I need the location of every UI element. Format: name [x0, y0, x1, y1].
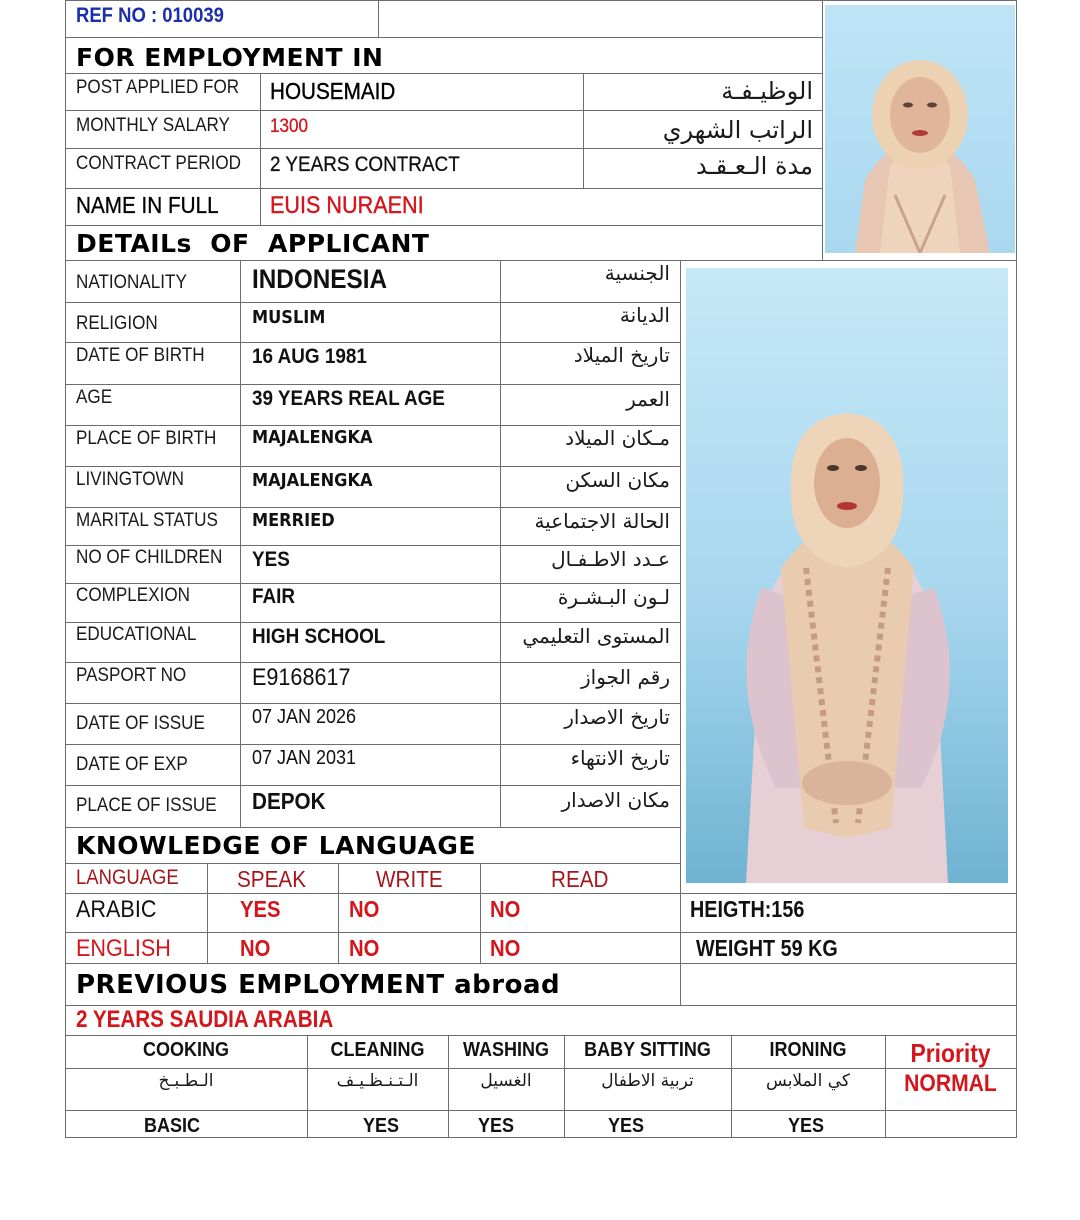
section-title-employment: FOR EMPLOYMENT IN	[76, 43, 384, 72]
detail-value: YES	[252, 548, 290, 571]
name-value: EUIS NURAENI	[270, 192, 424, 219]
detail-value: INDONESIA	[252, 264, 388, 294]
contract-period-label: CONTRACT PERIOD	[76, 153, 242, 174]
detail-label: DATE OF EXP	[76, 754, 188, 775]
detail-arabic: تاريخ الميلاد	[573, 343, 670, 367]
applicant-full-photo	[686, 268, 1008, 883]
detail-label: MARITAL STATUS	[76, 510, 218, 531]
language-arabic-write: NO	[349, 896, 380, 922]
detail-value: HIGH SCHOOL	[252, 625, 386, 648]
detail-arabic: عـدد الاطـفـال	[551, 547, 670, 571]
priority-label: Priority	[910, 1038, 991, 1068]
detail-label: COMPLEXION	[76, 585, 191, 606]
language-english-label: ENGLISH	[76, 935, 171, 962]
detail-value: DEPOK	[252, 788, 326, 814]
detail-label: PLACE OF BIRTH	[76, 428, 217, 449]
skill-washing-arabic: الغسيل	[480, 1071, 532, 1091]
detail-arabic: تاريخ الاصدار	[564, 705, 670, 729]
language-english-speak: NO	[240, 935, 271, 961]
detail-value: MAJALENGKA	[252, 470, 373, 491]
section-title-previous-employment: PREVIOUS EMPLOYMENT abroad	[76, 970, 561, 1000]
detail-value: FAIR	[252, 585, 296, 608]
language-arabic-speak: YES	[240, 896, 281, 922]
post-applied-label: POST APPLIED FOR	[76, 77, 240, 98]
portrait-figure-icon	[825, 5, 1015, 253]
full-figure-icon	[686, 268, 1008, 883]
detail-label: PASPORT NO	[76, 665, 187, 686]
monthly-salary-label: MONTHLY SALARY	[76, 115, 230, 136]
detail-value: 16 AUG 1981	[252, 345, 367, 368]
detail-label: NO OF CHILDREN	[76, 547, 223, 568]
contract-period-value: 2 YEARS CONTRACT	[270, 153, 460, 176]
skill-baby-sitting-label: BABY SITTING	[584, 1039, 711, 1061]
detail-value: 07 JAN 2031	[252, 747, 357, 769]
skill-washing-value: YES	[477, 1115, 515, 1137]
detail-value: 07 JAN 2026	[252, 706, 357, 728]
monthly-salary-value: 1300	[270, 116, 309, 137]
language-english-read: NO	[490, 935, 521, 961]
skill-ironing-arabic: كي الملابس	[766, 1071, 850, 1091]
detail-arabic: مـكان الميلاد	[565, 426, 670, 450]
applicant-portrait-photo	[825, 5, 1015, 253]
detail-arabic: الجنسية	[604, 261, 670, 285]
detail-arabic: المستوى التعليمي	[522, 624, 670, 648]
skill-cooking-value: BASIC	[143, 1115, 200, 1137]
detail-arabic: رقم الجواز	[581, 665, 670, 689]
skill-baby-sitting-arabic: تربية الاطفال	[601, 1071, 694, 1091]
detail-arabic: الديانة	[619, 303, 670, 327]
detail-label: DATE OF BIRTH	[76, 345, 205, 366]
detail-value: MUSLIM	[252, 307, 326, 328]
section-title-applicant: DETAILs OF APPLICANT	[76, 229, 430, 258]
ref-number: REF NO : 010039	[76, 4, 224, 27]
post-applied-arabic: الوظيـفـة	[721, 77, 813, 105]
contract-period-arabic: مدة الـعـقـد	[695, 152, 813, 180]
skill-cooking-label: COOKING	[142, 1039, 230, 1061]
detail-value: E9168617	[252, 664, 351, 691]
detail-label: RELIGION	[76, 313, 158, 334]
skill-ironing-label: IRONING	[769, 1039, 847, 1061]
previous-employment-value: 2 YEARS SAUDIA ARABIA	[76, 1006, 334, 1033]
language-header-speak: SPEAK	[237, 866, 307, 892]
detail-arabic: مكان السكن	[565, 468, 670, 492]
language-arabic-label: ARABIC	[76, 896, 157, 923]
height-value: HEIGTH:156	[690, 896, 805, 922]
skill-cooking-arabic: الـطـبـخ	[158, 1071, 214, 1091]
language-english-write: NO	[349, 935, 380, 961]
weight-value: WEIGHT 59 KG	[696, 935, 838, 961]
skill-washing-label: WASHING	[462, 1039, 550, 1061]
section-title-language: KNOWLEDGE OF LANGUAGE	[76, 831, 476, 860]
detail-value: MAJALENGKA	[252, 427, 373, 448]
detail-label: LIVINGTOWN	[76, 469, 184, 490]
detail-arabic: تاريخ الانتهاء	[570, 746, 670, 770]
skill-baby-sitting-value: YES	[607, 1115, 645, 1137]
skill-cleaning-arabic: الـتـنـظـيـف	[336, 1071, 419, 1091]
skill-cleaning-value: YES	[362, 1115, 400, 1137]
detail-arabic: لـون البـشـرة	[557, 585, 670, 609]
language-arabic-read: NO	[490, 896, 521, 922]
detail-value: 39 YEARS REAL AGE	[252, 387, 445, 410]
priority-value: NORMAL	[904, 1070, 997, 1097]
language-header-language: LANGUAGE	[76, 866, 179, 889]
detail-label: DATE OF ISSUE	[76, 713, 205, 734]
detail-label: PLACE OF ISSUE	[76, 795, 217, 816]
detail-arabic: الحالة الاجتماعية	[534, 509, 670, 533]
detail-arabic: العمر	[626, 387, 670, 411]
name-label: NAME IN FULL	[76, 192, 219, 218]
skill-cleaning-label: CLEANING	[330, 1039, 425, 1061]
skill-ironing-value: YES	[787, 1115, 825, 1137]
detail-label: AGE	[76, 387, 113, 408]
detail-label: NATIONALITY	[76, 272, 187, 293]
monthly-salary-arabic: الراتب الشهري	[662, 116, 813, 144]
detail-arabic: مكان الاصدار	[561, 788, 670, 812]
language-header-read: READ	[551, 866, 609, 892]
language-header-write: WRITE	[376, 866, 443, 892]
detail-value: MERRIED	[252, 510, 335, 531]
post-applied-value: HOUSEMAID	[270, 78, 396, 104]
detail-label: EDUCATIONAL	[76, 624, 197, 645]
